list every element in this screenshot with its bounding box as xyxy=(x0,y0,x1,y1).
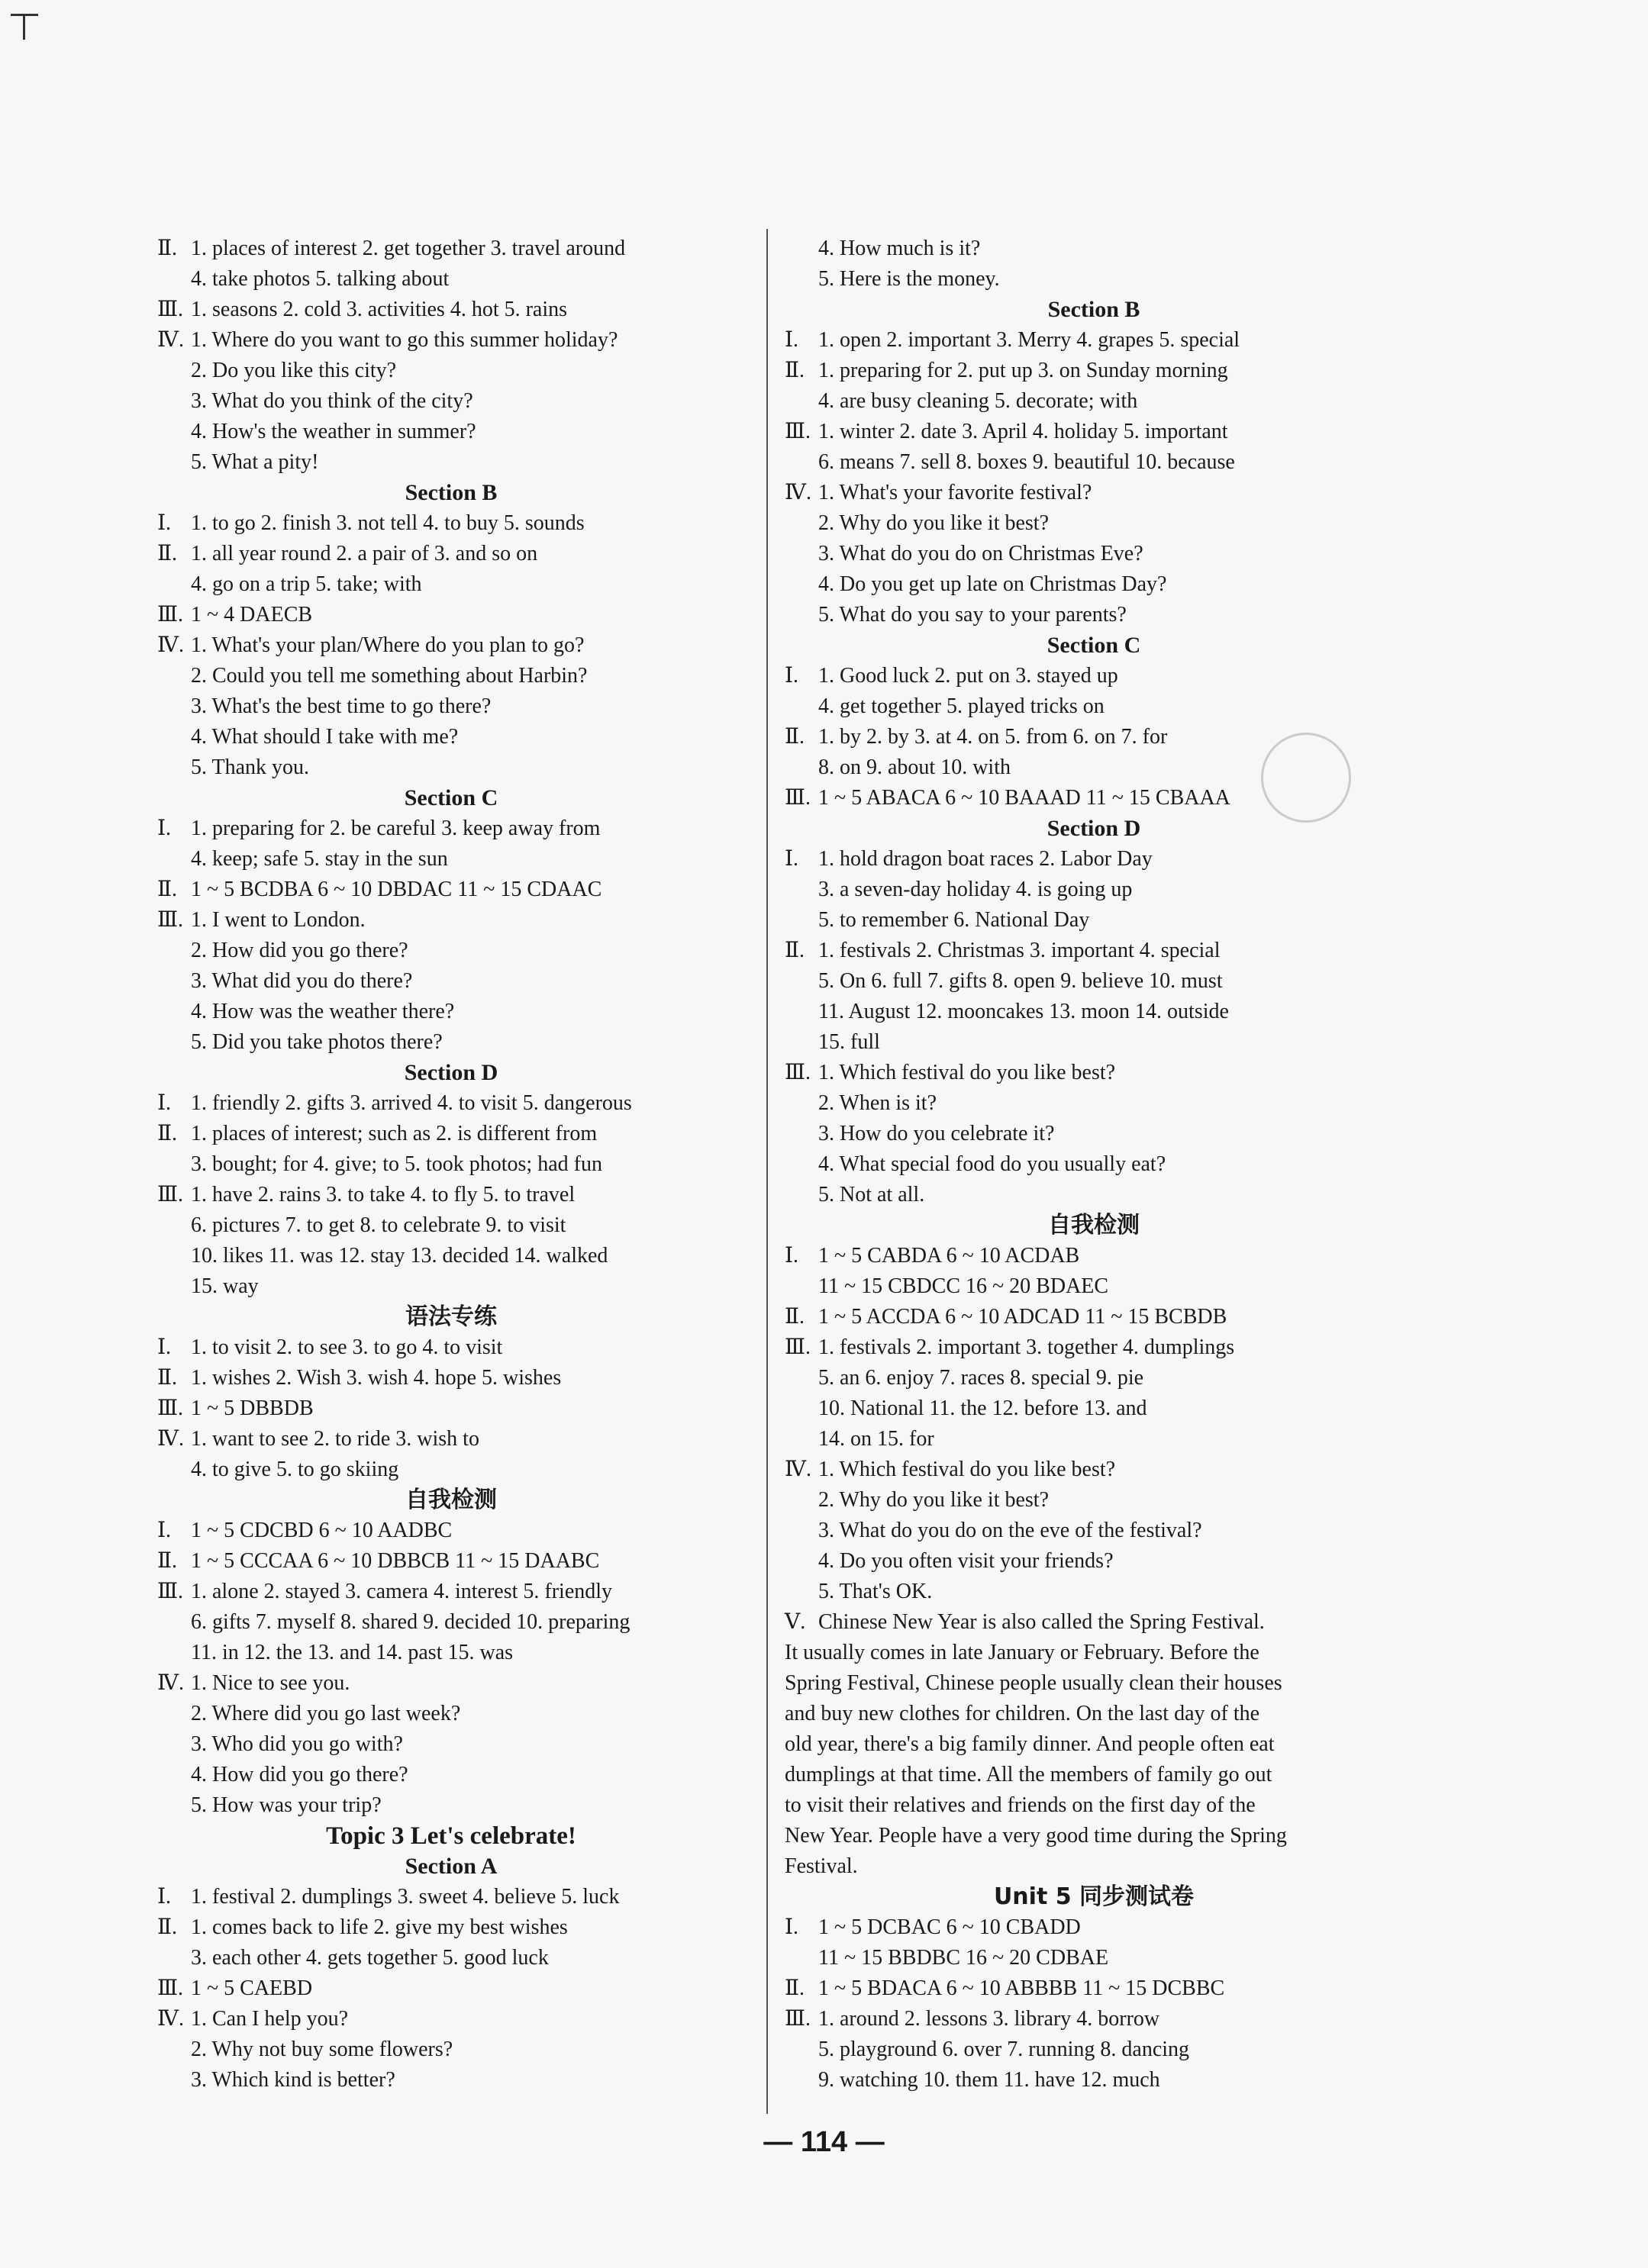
roman-numeral-label: Ⅰ. xyxy=(785,1915,799,1939)
roman-numeral-label: Ⅰ. xyxy=(157,817,172,840)
answer-line xyxy=(157,1760,745,1790)
answer-text: 4. What special food do you usually eat? xyxy=(818,1152,1166,1176)
answer-line xyxy=(785,966,1403,997)
answer-line xyxy=(157,936,745,966)
roman-numeral-label: Ⅰ. xyxy=(157,1091,172,1115)
answer-text: 1. open 2. important 3. Merry 4. grapes 5. special xyxy=(818,328,1240,352)
answer-line xyxy=(157,1912,745,1943)
answer-text: 10. likes 11. was 12. stay 13. decided 14. walked xyxy=(191,1244,608,1268)
answer-line xyxy=(785,1393,1403,1424)
roman-numeral-label: Ⅲ. xyxy=(785,1335,811,1359)
answer-text: 1. all year round 2. a pair of 3. and so on xyxy=(191,542,538,565)
stamp-seal xyxy=(1261,733,1351,823)
answer-text: 1. alone 2. stayed 3. camera 4. interest 5. friendly xyxy=(191,1580,613,1603)
section-heading: Section A xyxy=(405,1854,498,1879)
answer-text: 3. What do you think of the city? xyxy=(191,389,473,413)
answer-line xyxy=(157,600,745,630)
answer-line xyxy=(785,356,1403,386)
roman-numeral-label: Ⅰ. xyxy=(157,511,172,535)
answer-line xyxy=(785,1699,1403,1729)
answer-line xyxy=(785,875,1403,905)
answer-text: 1. What's your plan/Where do you plan to go? xyxy=(191,633,585,657)
answer-line xyxy=(785,539,1403,569)
answer-line xyxy=(785,2065,1403,2096)
answer-text: 1. preparing for 2. put up 3. on Sunday morning xyxy=(818,359,1228,382)
answer-text: New Year. People have a very good time during the Spring xyxy=(785,1824,1287,1848)
page-number: — 114 — xyxy=(763,2126,885,2158)
roman-numeral-label: Ⅰ. xyxy=(157,1335,172,1359)
column-divider xyxy=(766,229,768,2114)
answer-line xyxy=(785,1729,1403,1760)
answer-text: 1. comes back to life 2. give my best wishes xyxy=(191,1915,568,1939)
answer-line xyxy=(157,1088,745,1119)
answer-line xyxy=(157,1607,745,1638)
roman-numeral-label: Ⅰ. xyxy=(785,664,799,688)
answer-text: 5. How was your trip? xyxy=(191,1793,382,1817)
section-heading: Section B xyxy=(405,480,498,505)
answer-line xyxy=(785,1424,1403,1455)
answer-line xyxy=(157,1271,745,1302)
answer-text: 4. Do you get up late on Christmas Day? xyxy=(818,572,1167,596)
answer-text: 4. How was the weather there? xyxy=(191,1000,455,1023)
answer-text: 5. playground 6. over 7. running 8. dancing xyxy=(818,2038,1190,2061)
roman-numeral-label: Ⅱ. xyxy=(157,237,178,260)
answer-text: 5. an 6. enjoy 7. races 8. special 9. pie xyxy=(818,1366,1144,1390)
answer-text: 4. How much is it? xyxy=(818,237,981,260)
answer-line xyxy=(785,1821,1403,1851)
answer-text: 11. in 12. the 13. and 14. past 15. was xyxy=(191,1641,514,1664)
answer-line xyxy=(157,569,745,600)
answer-text: 1. festivals 2. important 3. together 4. dumplings xyxy=(818,1335,1235,1359)
answer-text: 4. get together 5. played tricks on xyxy=(818,694,1105,718)
answer-line xyxy=(785,691,1403,722)
roman-numeral-label: Ⅰ. xyxy=(785,328,799,352)
roman-numeral-label: Ⅳ. xyxy=(157,1671,184,1695)
answer-line xyxy=(157,1332,745,1363)
answer-line xyxy=(785,1638,1403,1668)
answer-line xyxy=(785,936,1403,966)
answer-text: Chinese New Year is also called the Spring Festival. xyxy=(818,1610,1265,1634)
answer-text: 1. Good luck 2. put on 3. stayed up xyxy=(818,664,1118,688)
answer-text: 1 ~ 5 CDCBD 6 ~ 10 AADBC xyxy=(191,1519,453,1542)
answer-text: 4. go on a trip 5. take; with xyxy=(191,572,422,596)
answer-text: 3. bought; for 4. give; to 5. took photos; had fun xyxy=(191,1152,602,1176)
answer-line xyxy=(785,1241,1403,1271)
answer-line xyxy=(785,844,1403,875)
roman-numeral-label: Ⅰ. xyxy=(785,1244,799,1268)
answer-text: 11. August 12. mooncakes 13. moon 14. outside xyxy=(818,1000,1229,1023)
answer-text: 15. way xyxy=(191,1274,259,1298)
answer-text: 1 ~ 5 CABDA 6 ~ 10 ACDAB xyxy=(818,1244,1080,1268)
answer-text: 3. What's the best time to go there? xyxy=(191,694,492,718)
answer-line xyxy=(157,2034,745,2065)
answer-line xyxy=(785,508,1403,539)
answer-text: 3. Which kind is better? xyxy=(191,2068,395,2092)
answer-line xyxy=(785,234,1403,264)
answer-text: 1. preparing for 2. be careful 3. keep away from xyxy=(191,817,601,840)
roman-numeral-label: Ⅲ. xyxy=(157,1397,184,1420)
answer-text: 5. On 6. full 7. gifts 8. open 9. believe 10. must xyxy=(818,969,1223,993)
answer-line xyxy=(157,508,745,539)
section-heading: Section D xyxy=(404,1060,498,1085)
answer-text: 9. watching 10. them 11. have 12. much xyxy=(818,2068,1160,2092)
answer-text: 2. Could you tell me something about Harbin? xyxy=(191,664,588,688)
answer-line xyxy=(157,844,745,875)
answer-line xyxy=(785,478,1403,508)
answer-line xyxy=(785,1180,1403,1210)
roman-numeral-label: Ⅱ. xyxy=(785,939,805,962)
roman-numeral-label: Ⅳ. xyxy=(157,1427,184,1451)
answer-line xyxy=(157,295,745,325)
answer-line xyxy=(785,1119,1403,1149)
answer-line xyxy=(157,1973,745,2004)
answer-line xyxy=(785,2034,1403,2065)
answer-line xyxy=(785,569,1403,600)
answer-text: 1 ~ 5 CCCAA 6 ~ 10 DBBCB 11 ~ 15 DAABC xyxy=(191,1549,600,1573)
answer-line xyxy=(785,1363,1403,1393)
answer-text: 1. festival 2. dumplings 3. sweet 4. believe 5. luck xyxy=(191,1885,620,1909)
answer-line xyxy=(785,1027,1403,1058)
answer-line xyxy=(785,325,1403,356)
answer-text: 1. What's your favorite festival? xyxy=(818,481,1092,504)
answer-line xyxy=(785,2004,1403,2034)
answer-line xyxy=(785,1332,1403,1363)
answer-text: 3. How do you celebrate it? xyxy=(818,1122,1055,1145)
answer-text: 1 ~ 5 CAEBD xyxy=(191,1976,313,2000)
roman-numeral-label: Ⅲ. xyxy=(157,603,184,627)
roman-numeral-label: Ⅲ. xyxy=(157,1976,184,2000)
roman-numeral-label: Ⅱ. xyxy=(157,1122,178,1145)
roman-numeral-label: Ⅱ. xyxy=(785,1976,805,2000)
answer-line xyxy=(785,1668,1403,1699)
answer-text: 4. keep; safe 5. stay in the sun xyxy=(191,847,448,871)
roman-numeral-label: Ⅱ. xyxy=(157,1366,178,1390)
answer-line xyxy=(157,1149,745,1180)
answer-line xyxy=(785,1485,1403,1516)
answer-text: 5. Not at all. xyxy=(818,1183,925,1206)
answer-line xyxy=(157,1577,745,1607)
answer-line xyxy=(785,1516,1403,1546)
answer-text: 1. hold dragon boat races 2. Labor Day xyxy=(818,847,1153,871)
answer-text: 3. What do you do on the eve of the festival? xyxy=(818,1519,1202,1542)
answer-text: It usually comes in late January or February. Before the xyxy=(785,1641,1259,1664)
roman-numeral-label: Ⅳ. xyxy=(157,633,184,657)
answer-text: 14. on 15. for xyxy=(818,1427,934,1451)
section-heading: 自我检测 xyxy=(405,1487,497,1513)
roman-numeral-label: Ⅳ. xyxy=(157,2007,184,2031)
answer-text: 1. I went to London. xyxy=(191,908,366,932)
answer-line xyxy=(157,875,745,905)
answer-line xyxy=(785,386,1403,417)
answer-line xyxy=(785,1455,1403,1485)
answer-text: 5. Did you take photos there? xyxy=(191,1030,443,1054)
answer-text: 4. What should I take with me? xyxy=(191,725,459,749)
answer-line xyxy=(785,600,1403,630)
answer-line xyxy=(157,997,745,1027)
answer-text: 2. Where did you go last week? xyxy=(191,1702,461,1725)
answer-line xyxy=(157,1455,745,1485)
answer-line xyxy=(157,1393,745,1424)
roman-numeral-label: Ⅲ. xyxy=(157,298,184,321)
answer-line xyxy=(157,1027,745,1058)
right-column xyxy=(785,234,1403,2096)
answer-text: 1. friendly 2. gifts 3. arrived 4. to visit 5. dangerous xyxy=(191,1091,632,1115)
answer-text: 2. When is it? xyxy=(818,1091,937,1115)
answer-text: 1. places of interest 2. get together 3. travel around xyxy=(191,237,626,260)
roman-numeral-label: Ⅳ. xyxy=(157,328,184,352)
answer-line xyxy=(157,1516,745,1546)
answer-line xyxy=(785,1943,1403,1973)
section-heading: Unit 5 同步测试卷 xyxy=(993,1883,1195,1910)
answer-text: 5. Here is the money. xyxy=(818,267,1000,291)
answer-text: 1. Which festival do you like best? xyxy=(818,1061,1116,1084)
answer-line xyxy=(157,1668,745,1699)
answer-line xyxy=(157,1546,745,1577)
answer-text: 1. places of interest; such as 2. is different from xyxy=(191,1122,598,1145)
answer-line xyxy=(157,264,745,295)
answer-text: 2. Do you like this city? xyxy=(191,359,397,382)
answer-text: to visit their relatives and friends on the first day of the xyxy=(785,1793,1256,1817)
answer-line xyxy=(157,1790,745,1821)
answer-text: 6. means 7. sell 8. boxes 9. beautiful 10. because xyxy=(818,450,1235,474)
answer-line xyxy=(785,1302,1403,1332)
answer-text: 5. to remember 6. National Day xyxy=(818,908,1090,932)
answer-text: 1. Nice to see you. xyxy=(191,1671,350,1695)
answer-line xyxy=(157,630,745,661)
section-heading: Topic 3 Let's celebrate! xyxy=(326,1822,576,1850)
answer-text: 5. Thank you. xyxy=(191,755,310,779)
answer-line xyxy=(785,1577,1403,1607)
answer-text: 1. have 2. rains 3. to take 4. to fly 5. to travel xyxy=(191,1183,576,1206)
answer-line xyxy=(157,2065,745,2096)
answer-line xyxy=(157,1638,745,1668)
answer-line xyxy=(157,1180,745,1210)
answer-text: 1 ~ 5 ABACA 6 ~ 10 BAAAD 11 ~ 15 CBAAA xyxy=(818,786,1230,810)
answer-line xyxy=(157,905,745,936)
answer-line xyxy=(785,1973,1403,2004)
answer-line xyxy=(157,539,745,569)
section-heading: 自我检测 xyxy=(1048,1212,1140,1239)
answer-text: 8. on 9. about 10. with xyxy=(818,755,1011,779)
roman-numeral-label: Ⅳ. xyxy=(785,481,811,504)
section-heading: Section D xyxy=(1047,816,1141,841)
answer-text: 11 ~ 15 CBDCC 16 ~ 20 BDAEC xyxy=(818,1274,1109,1298)
answer-line xyxy=(785,1607,1403,1638)
answer-text: 1. Where do you want to go this summer holiday? xyxy=(191,328,618,352)
answer-text: 4. How did you go there? xyxy=(191,1763,408,1786)
answer-line xyxy=(157,813,745,844)
answer-text: 15. full xyxy=(818,1030,880,1054)
answer-line xyxy=(157,386,745,417)
answer-text: 4. How's the weather in summer? xyxy=(191,420,476,443)
answer-text: 2. Why do you like it best? xyxy=(818,511,1049,535)
section-heading: 语法专练 xyxy=(405,1303,497,1330)
roman-numeral-label: Ⅱ. xyxy=(157,542,178,565)
answer-line xyxy=(785,1851,1403,1882)
answer-text: 2. Why do you like it best? xyxy=(818,1488,1049,1512)
answer-text: 1 ~ 5 DBBDB xyxy=(191,1397,314,1420)
roman-numeral-label: Ⅱ. xyxy=(157,878,178,901)
answer-text: 1. festivals 2. Christmas 3. important 4. special xyxy=(818,939,1221,962)
roman-numeral-label: Ⅲ. xyxy=(785,420,811,443)
answer-line xyxy=(157,234,745,264)
answer-text: 5. What a pity! xyxy=(191,450,319,474)
answer-line xyxy=(157,1424,745,1455)
answer-line xyxy=(157,661,745,691)
answer-line xyxy=(157,447,745,478)
answer-text: 1. to visit 2. to see 3. to go 4. to visit xyxy=(191,1335,503,1359)
answer-line xyxy=(157,417,745,447)
answer-text: and buy new clothes for children. On the last day of the xyxy=(785,1702,1260,1725)
answer-line xyxy=(157,1363,745,1393)
answer-text: 4. are busy cleaning 5. decorate; with xyxy=(818,389,1138,413)
answer-line xyxy=(157,1119,745,1149)
answer-text: Spring Festival, Chinese people usually clean their houses xyxy=(785,1671,1282,1695)
answer-text: Festival. xyxy=(785,1854,858,1878)
answer-text: old year, there's a big family dinner. And people often eat xyxy=(785,1732,1275,1756)
answer-line xyxy=(785,1790,1403,1821)
answer-text: 1. want to see 2. to ride 3. wish to xyxy=(191,1427,479,1451)
crop-mark xyxy=(11,14,38,40)
answer-line xyxy=(785,997,1403,1027)
roman-numeral-label: Ⅲ. xyxy=(785,1061,811,1084)
answer-line xyxy=(157,1210,745,1241)
left-column xyxy=(157,234,745,2096)
answer-text: 4. to give 5. to go skiing xyxy=(191,1458,399,1481)
answer-text: 3. each other 4. gets together 5. good luck xyxy=(191,1946,549,1970)
answer-text: 4. Do you often visit your friends? xyxy=(818,1549,1114,1573)
roman-numeral-label: Ⅱ. xyxy=(157,1915,178,1939)
answer-line xyxy=(157,1699,745,1729)
answer-line xyxy=(157,1882,745,1912)
section-heading: Section B xyxy=(1047,297,1140,322)
roman-numeral-label: Ⅴ. xyxy=(785,1610,806,1634)
answer-line xyxy=(785,1912,1403,1943)
roman-numeral-label: Ⅲ. xyxy=(785,2007,811,2031)
answer-text: 3. a seven-day holiday 4. is going up xyxy=(818,878,1133,901)
answer-text: 1 ~ 5 DCBAC 6 ~ 10 CBADD xyxy=(818,1915,1081,1939)
roman-numeral-label: Ⅰ. xyxy=(157,1885,172,1909)
roman-numeral-label: Ⅳ. xyxy=(785,1458,811,1481)
answer-line xyxy=(785,417,1403,447)
answer-line xyxy=(785,1546,1403,1577)
answer-line xyxy=(785,1088,1403,1119)
roman-numeral-label: Ⅰ. xyxy=(157,1519,172,1542)
section-heading: Section C xyxy=(1047,633,1141,658)
answer-line xyxy=(785,1760,1403,1790)
answer-text: 5. That's OK. xyxy=(818,1580,933,1603)
answer-line xyxy=(157,1241,745,1271)
answer-text: 3. Who did you go with? xyxy=(191,1732,403,1756)
answer-line xyxy=(785,447,1403,478)
roman-numeral-label: Ⅱ. xyxy=(785,725,805,749)
answer-text: 10. National 11. the 12. before 13. and xyxy=(818,1397,1147,1420)
answer-text: 6. pictures 7. to get 8. to celebrate 9. to visit xyxy=(191,1213,566,1237)
answer-text: 2. How did you go there? xyxy=(191,939,408,962)
answer-text: 1 ~ 5 BCDBA 6 ~ 10 DBDAC 11 ~ 15 CDAAC xyxy=(191,878,602,901)
answer-text: 4. take photos 5. talking about xyxy=(191,267,450,291)
answer-text: 1. seasons 2. cold 3. activities 4. hot 5. rains xyxy=(191,298,568,321)
answer-text: 1. to go 2. finish 3. not tell 4. to buy 5. sounds xyxy=(191,511,585,535)
answer-text: 1. Which festival do you like best? xyxy=(818,1458,1116,1481)
section-heading: Section C xyxy=(404,785,498,810)
answer-text: 2. Why not buy some flowers? xyxy=(191,2038,453,2061)
answer-text: 1. winter 2. date 3. April 4. holiday 5. important xyxy=(818,420,1228,443)
roman-numeral-label: Ⅲ. xyxy=(785,786,811,810)
answer-line xyxy=(157,966,745,997)
answer-line xyxy=(157,722,745,752)
roman-numeral-label: Ⅲ. xyxy=(157,1183,184,1206)
answer-line xyxy=(157,752,745,783)
roman-numeral-label: Ⅱ. xyxy=(785,359,805,382)
roman-numeral-label: Ⅲ. xyxy=(157,1580,184,1603)
roman-numeral-label: Ⅰ. xyxy=(785,847,799,871)
answer-text: 1 ~ 5 BDACA 6 ~ 10 ABBBB 11 ~ 15 DCBBC xyxy=(818,1976,1225,2000)
answer-line xyxy=(157,1943,745,1973)
answer-text: 1 ~ 5 ACCDA 6 ~ 10 ADCAD 11 ~ 15 BCBDB xyxy=(818,1305,1227,1329)
roman-numeral-label: Ⅱ. xyxy=(157,1549,178,1573)
answer-line xyxy=(785,1058,1403,1088)
answer-text: dumplings at that time. All the members of family go out xyxy=(785,1763,1272,1786)
answer-text: 5. What do you say to your parents? xyxy=(818,603,1127,627)
answer-text: 1. by 2. by 3. at 4. on 5. from 6. on 7. for xyxy=(818,725,1168,749)
answer-line xyxy=(785,661,1403,691)
answer-text: 1 ~ 4 DAECB xyxy=(191,603,313,627)
answer-line xyxy=(157,325,745,356)
answer-text: 3. What do you do on Christmas Eve? xyxy=(818,542,1143,565)
roman-numeral-label: Ⅲ. xyxy=(157,908,184,932)
answer-line xyxy=(157,1729,745,1760)
answer-line xyxy=(157,691,745,722)
answer-text: 1. wishes 2. Wish 3. wish 4. hope 5. wishes xyxy=(191,1366,562,1390)
answer-line xyxy=(157,356,745,386)
answer-text: 1. around 2. lessons 3. library 4. borrow xyxy=(818,2007,1160,2031)
answer-text: 6. gifts 7. myself 8. shared 9. decided 10. preparing xyxy=(191,1610,630,1634)
answer-text: 11 ~ 15 BBDBC 16 ~ 20 CDBAE xyxy=(818,1946,1109,1970)
answer-line xyxy=(785,905,1403,936)
answer-line xyxy=(785,1271,1403,1302)
answer-text: 1. Can I help you? xyxy=(191,2007,349,2031)
answer-text: 3. What did you do there? xyxy=(191,969,413,993)
answer-line xyxy=(785,1149,1403,1180)
answer-line xyxy=(785,264,1403,295)
answer-line xyxy=(157,2004,745,2034)
roman-numeral-label: Ⅱ. xyxy=(785,1305,805,1329)
